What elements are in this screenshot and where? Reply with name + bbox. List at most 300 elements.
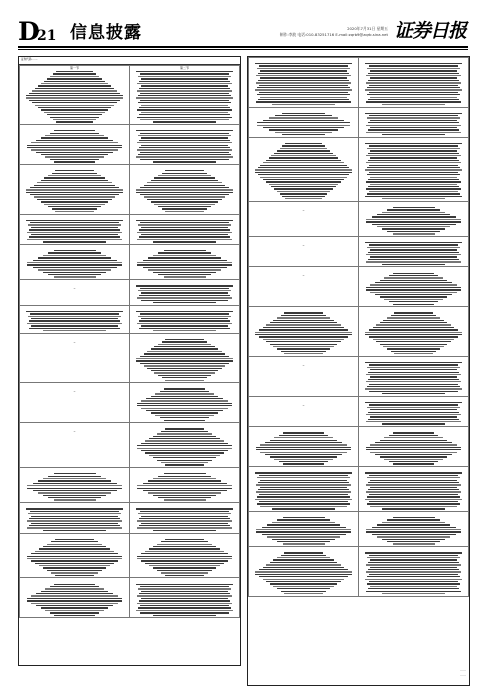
text-line [141, 227, 227, 228]
text-line [153, 546, 217, 547]
text-line [26, 189, 122, 190]
text-line [277, 588, 330, 589]
text-line [256, 447, 351, 448]
cell-title [249, 467, 358, 471]
announcement-cell [20, 305, 130, 333]
text-line [50, 159, 100, 160]
text-line [31, 516, 117, 517]
text-line [367, 68, 460, 69]
text-line [369, 501, 458, 502]
text-lines [249, 143, 358, 199]
text-line [266, 324, 341, 325]
text-line [29, 229, 119, 230]
announcement-cell [249, 307, 359, 357]
text-line [141, 591, 227, 592]
table-row [249, 201, 469, 236]
text-line [145, 563, 225, 564]
text-line [151, 180, 218, 181]
announcement-cell [359, 547, 469, 597]
announcement-table-left [19, 65, 240, 618]
text-line [38, 269, 112, 270]
text-lines [130, 473, 239, 501]
text-line [389, 461, 439, 462]
text-lines [130, 250, 239, 278]
text-line [54, 584, 95, 585]
text-line [370, 249, 456, 250]
text-line [138, 154, 230, 155]
text-line [265, 454, 342, 455]
text-line [368, 252, 458, 253]
text-line [367, 247, 460, 248]
text-line [139, 525, 230, 526]
text-line [144, 365, 226, 366]
text-line [154, 204, 214, 205]
text-lines [249, 113, 358, 136]
text-line [259, 336, 348, 337]
text-line [153, 436, 217, 437]
text-line [367, 87, 459, 88]
text-line [146, 410, 223, 411]
text-line [141, 145, 228, 146]
text-line [30, 194, 119, 195]
text-line [157, 433, 213, 434]
announcement-cell [249, 427, 359, 467]
text-line [137, 83, 232, 84]
text-line [33, 260, 117, 261]
text-line [161, 541, 209, 542]
text-line [270, 583, 337, 584]
text-line [274, 437, 333, 438]
text-line [369, 475, 458, 476]
text-line [139, 229, 229, 230]
text-line [387, 209, 440, 210]
text-line [140, 93, 228, 94]
announcement-cell [249, 137, 359, 201]
text-line [277, 348, 330, 349]
text-line [377, 226, 451, 227]
text-line [139, 107, 229, 108]
text-line [38, 492, 112, 493]
cell-title [130, 125, 239, 129]
text-line [144, 185, 226, 186]
announcement-cell [359, 107, 469, 137]
text-line [375, 294, 452, 295]
text-line [38, 107, 111, 108]
text-line [43, 255, 106, 256]
text-line [29, 100, 120, 101]
text-line [365, 113, 462, 114]
text-line [160, 391, 210, 392]
text-line [164, 473, 206, 474]
text-line [257, 94, 350, 95]
text-line [145, 452, 225, 453]
masthead-meta [280, 26, 388, 38]
announcement-cell [130, 280, 240, 306]
newspaper-brand-logo: 证券日报 [393, 20, 466, 42]
text-line [32, 90, 117, 91]
text-line [366, 132, 462, 133]
text-line [257, 503, 350, 504]
text-line [256, 101, 351, 102]
text-line [369, 574, 457, 575]
text-line [387, 317, 440, 318]
table-row [20, 503, 240, 533]
text-line [35, 88, 114, 89]
text-line [50, 117, 99, 118]
text-line [382, 522, 445, 523]
text-line [27, 527, 123, 528]
text-line [136, 189, 232, 190]
text-line [138, 76, 231, 77]
text-line [38, 480, 112, 481]
text-line [41, 154, 109, 155]
text-line [137, 149, 233, 150]
text-line [370, 184, 457, 185]
announcement-cell [130, 423, 240, 468]
text-line [281, 591, 327, 592]
text-line [370, 567, 457, 568]
text-line [145, 440, 225, 441]
text-line [37, 182, 112, 183]
text-line [282, 113, 326, 114]
text-line [366, 155, 461, 156]
text-line [165, 339, 204, 340]
text-line [393, 273, 434, 274]
text-line [38, 257, 112, 258]
announcement-cell [20, 503, 130, 533]
text-line [368, 569, 459, 570]
text-line [263, 327, 345, 328]
masthead-rule-thin [18, 49, 468, 50]
text-line [139, 328, 230, 329]
text-line [284, 552, 323, 553]
text-line [387, 348, 440, 349]
text-line [370, 559, 456, 560]
text-line [370, 157, 457, 158]
text-line [369, 191, 457, 192]
text-line [153, 272, 216, 273]
text-line [375, 454, 452, 455]
empty-cell-dash: – [302, 243, 305, 248]
text-line [368, 80, 459, 81]
text-line [256, 75, 351, 76]
text-line [375, 282, 452, 283]
text-lines [20, 311, 129, 331]
text-line [154, 346, 214, 347]
text-line [151, 201, 218, 202]
text-line [269, 129, 338, 130]
text-line [391, 351, 437, 352]
text-line [139, 140, 229, 141]
text-line [370, 120, 456, 121]
text-line [260, 444, 346, 445]
announcement-cell [359, 307, 469, 357]
text-line [368, 419, 459, 420]
text-line [283, 517, 325, 518]
text-line [48, 274, 101, 275]
text-line [370, 480, 456, 481]
text-line [151, 396, 219, 397]
text-line [140, 313, 229, 314]
text-line [141, 523, 228, 524]
text-line [35, 563, 115, 564]
text-line [136, 610, 233, 611]
text-line [255, 472, 352, 473]
text-line [367, 407, 460, 408]
cell-title [359, 397, 468, 401]
text-line [256, 531, 351, 532]
text-line [151, 412, 219, 413]
text-lines [20, 130, 129, 162]
cell-title [20, 245, 129, 249]
text-line [50, 586, 100, 587]
text-line [140, 586, 229, 587]
text-lines [359, 312, 468, 354]
text-line [368, 259, 459, 260]
announcement-cell [249, 237, 359, 267]
text-line [259, 329, 348, 330]
text-line [366, 162, 462, 163]
text-line [376, 324, 451, 325]
text-line [365, 552, 462, 553]
text-line [380, 280, 448, 281]
cell-title [359, 138, 468, 142]
text-line [370, 376, 457, 377]
text-line [369, 364, 458, 365]
text-line [257, 122, 351, 123]
text-line [366, 491, 462, 492]
text-line [260, 70, 346, 71]
text-lines [359, 517, 468, 545]
announcement-cell [20, 383, 130, 423]
contact-line: 制作:李波 电话:010-83251716 E-mail:zqrb9@zqrb.sina.net [279, 32, 388, 37]
text-line [148, 492, 222, 493]
text-line [367, 94, 460, 95]
text-line [143, 260, 227, 261]
text-line [164, 250, 206, 251]
table-row [249, 427, 469, 467]
announcement-cell [130, 333, 240, 383]
cell-title [130, 423, 239, 427]
announcement-cell [20, 66, 130, 125]
text-lines [130, 220, 239, 243]
text-line [28, 316, 121, 317]
text-line [377, 524, 451, 525]
text-line [273, 586, 333, 587]
text-line [255, 571, 351, 572]
announcement-cell [249, 267, 359, 307]
text-line [259, 92, 348, 93]
text-line [366, 287, 461, 288]
text-line [260, 165, 346, 166]
text-line [56, 71, 93, 72]
column-header: 证券代码:…… [19, 57, 240, 65]
announcement-cell [359, 467, 469, 512]
text-line [139, 147, 230, 148]
text-line [53, 73, 96, 74]
footer-note [460, 668, 466, 677]
cell-title [249, 512, 358, 516]
text-line [157, 460, 213, 461]
page-letter: D [18, 17, 40, 46]
text-line [266, 564, 341, 565]
text-line [269, 117, 338, 118]
text-line [158, 476, 211, 477]
text-lines [359, 207, 468, 235]
text-line [372, 216, 456, 217]
text-line [266, 341, 341, 342]
text-line [366, 484, 461, 485]
text-line [44, 112, 105, 113]
text-line [160, 417, 210, 418]
text-line [370, 284, 456, 285]
text-line [372, 534, 456, 535]
text-line [269, 184, 339, 185]
cell-title [359, 58, 468, 62]
table-row [249, 512, 469, 547]
table-row [20, 280, 240, 306]
text-line [137, 603, 233, 604]
text-line [267, 524, 341, 525]
text-line [146, 398, 223, 399]
text-line [257, 68, 350, 69]
announcement-cell [249, 547, 359, 597]
text-line [165, 428, 205, 429]
text-line [137, 90, 233, 91]
table-row [20, 165, 240, 215]
footer-line-1: …… [460, 668, 466, 672]
text-line [367, 174, 460, 175]
cell-title [20, 578, 129, 582]
cell-title [130, 306, 239, 310]
text-line [28, 224, 121, 225]
text-lines [20, 71, 129, 123]
text-line [141, 560, 229, 561]
text-line [271, 155, 335, 156]
announcement-cell [130, 66, 240, 125]
text-line [370, 487, 457, 488]
text-line [44, 204, 104, 205]
text-line [271, 186, 335, 187]
text-line [141, 292, 227, 293]
text-line [44, 81, 105, 82]
text-line [365, 388, 462, 389]
text-line [33, 483, 117, 484]
text-lines [249, 472, 358, 509]
text-line [137, 595, 232, 596]
text-line [137, 445, 233, 446]
text-lines [130, 428, 239, 465]
text-line [139, 593, 229, 594]
text-line [369, 581, 458, 582]
text-line [29, 320, 119, 321]
text-line [282, 196, 324, 197]
text-line [369, 244, 458, 245]
text-line [41, 201, 108, 202]
text-line [367, 386, 459, 387]
text-line [32, 102, 117, 103]
text-line [136, 220, 233, 221]
cell-title [359, 427, 468, 431]
text-line [155, 415, 214, 416]
text-line [279, 461, 329, 462]
text-line [31, 595, 117, 596]
text-line [27, 145, 122, 146]
cell-title [249, 138, 358, 142]
cell-title [249, 108, 358, 112]
cell-title [359, 512, 468, 516]
announcement-cell [130, 503, 240, 533]
announcement-cell [130, 468, 240, 503]
text-line [266, 581, 341, 582]
text-line [31, 142, 117, 143]
announcement-cell [20, 468, 130, 503]
text-line [137, 142, 232, 143]
text-line [366, 591, 461, 592]
text-lines [249, 63, 358, 105]
text-line [41, 180, 108, 181]
text-line [27, 264, 122, 265]
text-line [263, 120, 344, 121]
text-line [393, 432, 434, 433]
text-line [147, 351, 222, 352]
announcement-cell [130, 305, 240, 333]
text-line [31, 325, 118, 326]
table-row [20, 333, 240, 383]
text-line [277, 557, 330, 558]
text-line [140, 612, 229, 613]
text-line [369, 494, 457, 495]
text-line [281, 555, 327, 556]
text-line [136, 97, 233, 98]
text-line [366, 219, 461, 220]
text-line [143, 483, 227, 484]
text-line [366, 374, 461, 375]
text-line [369, 329, 458, 330]
text-lines [249, 552, 358, 594]
text-line [367, 193, 459, 194]
text-line [277, 541, 330, 542]
text-line [138, 224, 231, 225]
text-line [368, 129, 459, 130]
text-line [141, 137, 227, 138]
text-line [393, 517, 435, 518]
text-line [369, 65, 458, 66]
text-line [139, 320, 229, 321]
text-line [36, 605, 113, 606]
text-line [34, 185, 116, 186]
text-line [367, 367, 460, 368]
text-lines [130, 539, 239, 576]
text-line [27, 239, 123, 240]
text-line [365, 143, 462, 144]
text-line [369, 92, 458, 93]
text-line [255, 89, 352, 90]
text-line [137, 264, 232, 265]
text-line [372, 527, 456, 528]
empty-cell-dash: – [302, 207, 305, 213]
text-line [30, 222, 119, 223]
text-line [262, 527, 346, 528]
text-line [55, 170, 94, 171]
text-line [137, 405, 232, 406]
announcement-cell [249, 107, 359, 137]
text-lines [249, 517, 358, 545]
footer-line-2: …… [460, 672, 466, 677]
text-line [373, 327, 455, 328]
text-lines [130, 71, 239, 123]
text-line [384, 437, 443, 438]
